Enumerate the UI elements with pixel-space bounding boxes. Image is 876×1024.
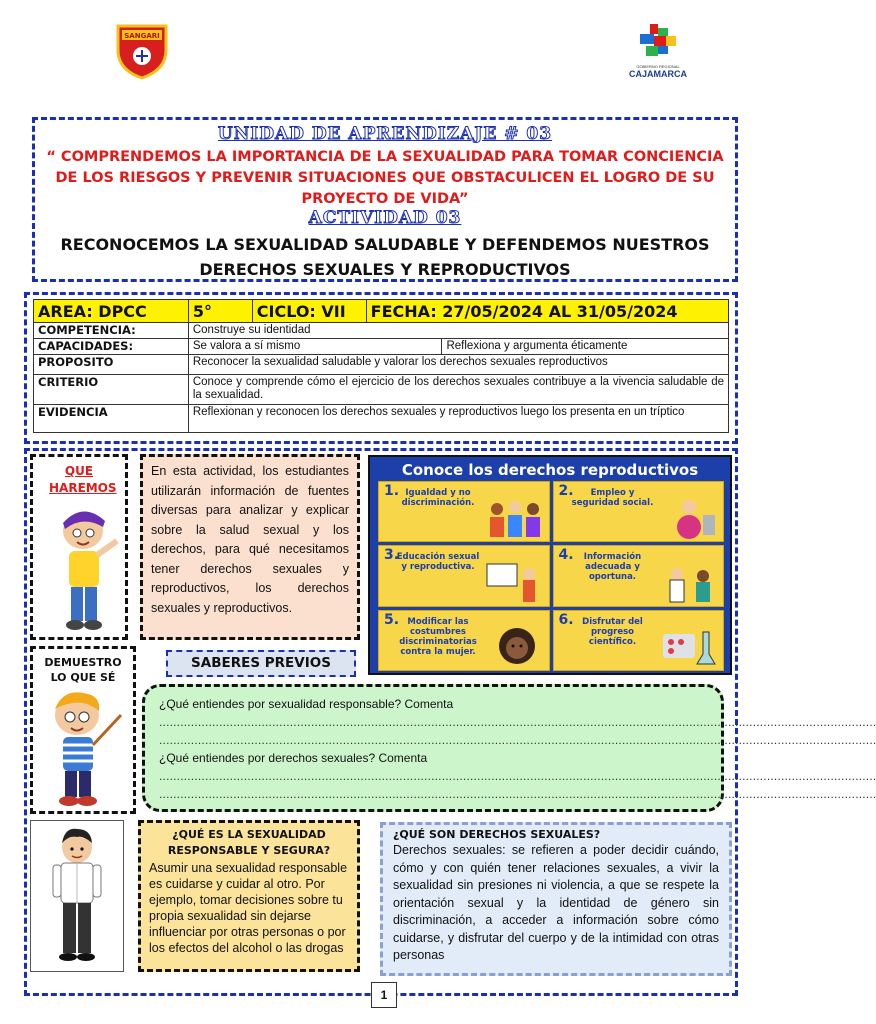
que-haremos-text-box: [140, 454, 360, 640]
criterio-label: CRITERIO: [34, 375, 189, 405]
proposito-value: Reconocer la sexualidad saludable y valorar los derechos sexuales reproductivos: [188, 355, 728, 375]
info-table-box: [24, 292, 738, 444]
cycle-cell: CICLO: VII: [252, 300, 366, 323]
answer-line-1[interactable]: ...........................................................................................................................................................................................................: [159, 715, 876, 729]
pregnant-worker-icon: [659, 495, 719, 539]
classroom-icon: [485, 560, 545, 604]
proposito-row: [34, 355, 729, 375]
question-1: ¿Qué entiendes por sexualidad responsable? Comenta: [159, 697, 454, 711]
demuestro-box: [30, 646, 136, 814]
sexualidad-responsable-box: [138, 820, 360, 972]
evidencia-value: Reflexionan y reconocen los derechos sexuales y reproductivos luego los presenta en un tríptico: [188, 405, 728, 433]
unit-subtitle: “ COMPRENDEMOS LA IMPORTANCIA DE LA SEXUALIDAD PARA TOMAR CONCIENCIA DE LOS RIESGOS Y PREVENIR SITUACIONES QUE OBSTACULICEN EL LOGRO DE SU PROYECTO DE VIDA”: [46, 149, 724, 207]
saberes-previos-title: SABERES PREVIOS: [166, 650, 356, 677]
question-2: ¿Qué entiendes por derechos sexuales? Comenta: [159, 751, 428, 765]
capacidad-1: Se valora a sí mismo: [188, 339, 442, 355]
doctor-consultation-icon: [659, 560, 719, 604]
infographic-item-text: Empleo y seguridad social.: [571, 488, 654, 508]
reproductive-rights-infographic: [368, 455, 732, 675]
answer-line-4[interactable]: ...........................................................................................................................................................................................................: [159, 787, 876, 801]
evidencia-label: EVIDENCIA: [34, 405, 189, 433]
competencia-row: [34, 323, 729, 339]
woman-portrait-icon: [485, 624, 545, 668]
que-haremos-box: [30, 454, 128, 640]
que-haremos-title: QUE HAREMOS: [49, 464, 117, 495]
evidencia-row: [34, 405, 729, 433]
activity-subtitle: RECONOCEMOS LA SEXUALIDAD SALUDABLE Y DEFENDEMOS NUESTROS DERECHOS SEXUALES Y REPRODUCTIVOS: [60, 235, 710, 279]
infographic-item-text: Igualdad y no discriminación.: [401, 488, 475, 508]
regional-government-name: CAJAMARCA: [629, 69, 687, 79]
infographic-item: [553, 481, 725, 542]
infographic-item: [553, 545, 725, 606]
derechos-sexuales-text: Derechos sexuales: se refieren a poder decidir cuándo, cómo y con quién tener relaciones sexuales, a vivir la sexualidad sin presiones ni violencia, a que se respete la orientación sexual y la identidad de género sin discriminación, a acceder a información sobre cómo cuidarse, y disfrutar del cuerpo y de la intimidad con otras personas: [393, 843, 719, 962]
capacidad-2: Reflexiona y argumenta éticamente: [442, 339, 729, 355]
infographic-title: Conoce los derechos reproductivos: [401, 461, 699, 479]
infographic-item: [378, 545, 550, 606]
infographic-item: [378, 481, 550, 542]
cartoon-boy-pointing-illustration: [53, 501, 123, 633]
que-haremos-text: En esta actividad, los estudiantes utilizarán información de fuentes diversas para analizar y explicar sobre la salud sexual y los derechos, para qué necesitamos tener derechos sexuales y reproductivos, los derechos sexuales y reproductivos.: [151, 464, 349, 615]
regional-government-line: GOBIERNO REGIONAL: [636, 64, 680, 69]
science-pills-icon: [659, 624, 719, 668]
criterio-row: [34, 375, 729, 405]
page-number: 1: [371, 982, 397, 1008]
derechos-sexuales-box: [380, 822, 732, 976]
infographic-item: [553, 610, 725, 671]
info-header-row: [34, 300, 729, 323]
cartoon-boy-with-pointer-illustration: [43, 685, 127, 809]
infographic-item-number: 1.: [384, 483, 400, 499]
capacidades-row: [34, 339, 729, 355]
infographic-item-number: 5.: [384, 611, 400, 628]
regional-government-logo: [618, 24, 698, 84]
schoolboy-illustration-box: [30, 820, 124, 972]
date-cell: FECHA: 27/05/2024 AL 31/05/2024: [366, 300, 728, 323]
info-table: [33, 299, 729, 433]
unit-header-box: [32, 117, 738, 282]
grade-cell: 5°: [188, 300, 252, 323]
sexualidad-responsable-title: ¿QUÉ ES LA SEXUALIDAD RESPONSABLE Y SEGURA?: [167, 828, 331, 857]
infographic-item-number: 2.: [558, 483, 574, 499]
proposito-label: PROPOSITO: [34, 355, 189, 375]
infographic-grid: [378, 481, 724, 671]
competencia-label: COMPETENCIA:: [34, 323, 189, 339]
activity-title: ACTIVIDAD 03: [308, 208, 462, 228]
schoolboy-illustration: [31, 821, 123, 971]
unit-title: UNIDAD DE APRENDIZAJE # 03: [217, 124, 553, 144]
school-emblem-logo: [114, 20, 170, 80]
demuestro-title: DEMUESTRO LO QUE SÉ: [44, 656, 122, 684]
infographic-item: [378, 610, 550, 671]
saberes-previos-box: [142, 684, 876, 812]
infographic-item-text: Información adecuada y oportuna.: [583, 552, 642, 583]
area-cell: AREA: DPCC: [34, 300, 189, 323]
infographic-item-text: Educación sexual y reproductiva.: [396, 552, 480, 573]
infographic-item-text: Modificar las costumbres discriminatorias contra la mujer.: [399, 616, 477, 657]
answer-line-3[interactable]: ...........................................................................................................................................................................................................: [159, 769, 876, 783]
infographic-item-text: Disfrutar del progreso científico.: [582, 616, 643, 647]
infographic-item-number: 6.: [558, 611, 574, 628]
answer-line-2[interactable]: ...........................................................................................................................................................................................................: [159, 733, 876, 747]
derechos-sexuales-title: ¿QUÉ SON DERECHOS SEXUALES?: [393, 828, 601, 841]
sexualidad-responsable-text: Asumir una sexualidad responsable es cuidarse y cuidar al otro. Por ejemplo, tomar decisiones sobre tu propia sexualidad sin dejarse influenciar por otras personas o por los efectos del alcohol o las drogas: [149, 861, 348, 955]
svg-text:SANGARI: SANGARI: [124, 32, 160, 40]
people-group-icon: [485, 495, 545, 539]
criterio-value: Conoce y comprende cómo el ejercicio de los derechos sexuales contribuye a la vivencia saludable de la sexualidad.: [188, 375, 728, 405]
competencia-value: Construye su identidad: [188, 323, 728, 339]
infographic-item-number: 3.: [384, 547, 400, 564]
capacidades-label: CAPACIDADES:: [34, 339, 189, 355]
infographic-item-number: 4.: [558, 547, 574, 564]
